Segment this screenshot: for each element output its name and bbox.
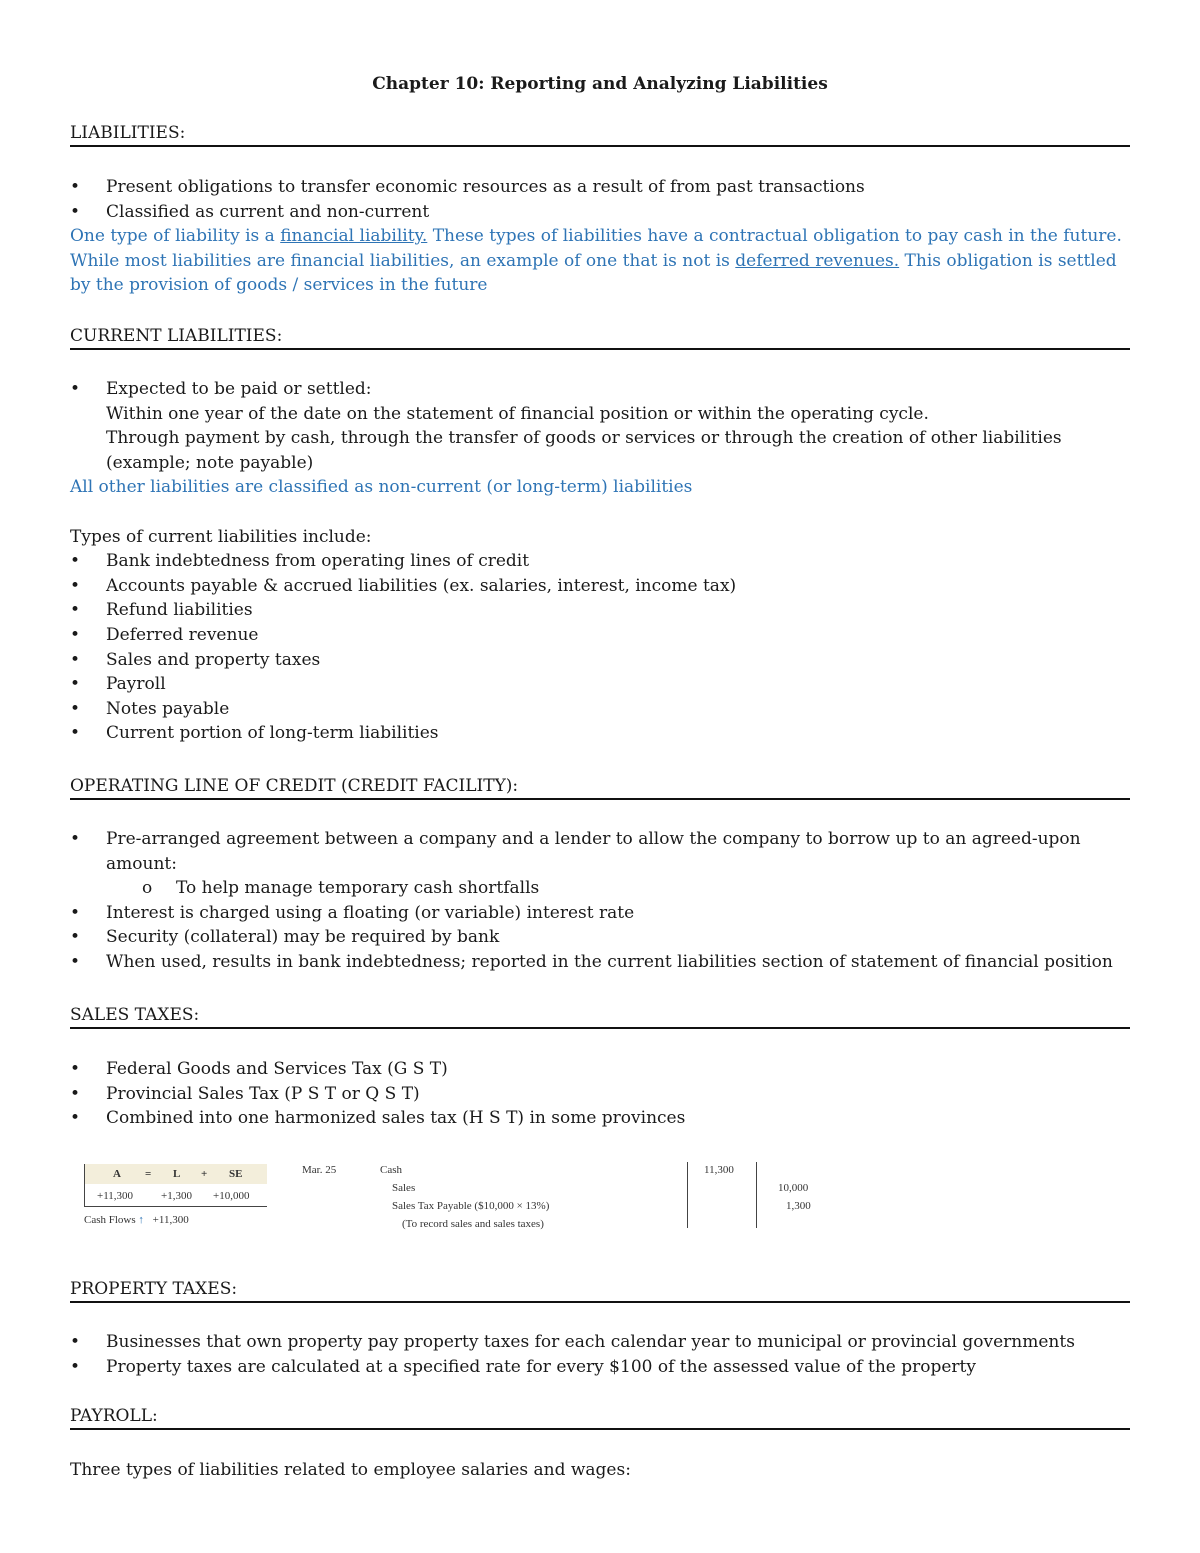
note-text: One type of liability is a	[70, 226, 281, 247]
note-text: This obligation is settled	[899, 250, 1117, 271]
journal-account-sales: Sales	[392, 1182, 416, 1194]
list-item: • Combined into one harmonized sales tax (H S T) in some provinces	[70, 1106, 1130, 1131]
list-item: • Present obligations to transfer economic resources as a result of from past transactions	[70, 175, 1130, 200]
list-item: • Expected to be paid or settled:	[70, 377, 1130, 402]
journal-debit-rule	[687, 1162, 688, 1228]
list-item-detail: (example; note payable)	[106, 452, 314, 473]
section-heading-current-liabilities: CURRENT LIABILITIES:	[70, 325, 1130, 350]
equation-assets-value: +11,300	[97, 1190, 134, 1202]
equation-plus: +	[201, 1168, 208, 1180]
list-item: • When used, results in bank indebtedness; reported in the current liabilities section of statement of financial position	[70, 950, 1130, 975]
list-item: • Pre-arranged agreement between a company and a lender to allow the company to borrow up to an agreed-upon	[70, 827, 1130, 852]
list-item: • Notes payable	[70, 697, 1130, 722]
list-item: • Businesses that own property pay property taxes for each calendar year to municipal or provincial governments	[70, 1330, 1130, 1355]
journal-credit-tax-amount: 1,300	[786, 1200, 811, 1212]
list-item: • Federal Goods and Services Tax (G S T)	[70, 1057, 1130, 1082]
list-item: • Deferred revenue	[70, 623, 1130, 648]
equation-assets: A	[113, 1168, 121, 1180]
note-text: While most liabilities are financial liabilities, an example of one that is not is	[70, 250, 736, 271]
equation-equity-value: +10,000	[213, 1190, 250, 1202]
list-item: • Security (collateral) may be required by bank	[70, 925, 1130, 950]
equation-liabilities: L	[173, 1168, 181, 1180]
list-item: • Provincial Sales Tax (P S T or Q S T)	[70, 1082, 1130, 1107]
liabilities-section	[70, 175, 1130, 298]
list-item: • Bank indebtedness from operating lines of credit	[70, 549, 1130, 574]
list-item: • Current portion of long-term liabilities	[70, 721, 1130, 746]
list-item: • Payroll	[70, 672, 1130, 697]
deferred-revenues-term: deferred revenues.	[735, 250, 900, 271]
section-heading-line-of-credit: OPERATING LINE OF CREDIT (CREDIT FACILITY):	[70, 775, 1130, 800]
list-item: • Accounts payable & accrued liabilities (ex. salaries, interest, income tax)	[70, 574, 1130, 599]
equation-header	[85, 1164, 267, 1184]
journal-credit-sales-amount: 10,000	[778, 1182, 809, 1194]
journal-account-sales-tax: Sales Tax Payable ($10,000 × 13%)	[392, 1200, 550, 1212]
current-liabilities-section	[70, 377, 1130, 746]
list-item: • Refund liabilities	[70, 598, 1130, 623]
journal-explanation: (To record sales and sales taxes)	[402, 1218, 544, 1230]
sub-list-item: o To help manage temporary cash shortfalls	[70, 876, 1130, 901]
section-heading-liabilities: LIABILITIES:	[70, 122, 1130, 147]
equation-equity: SE	[229, 1168, 243, 1180]
equation-equals: =	[145, 1168, 152, 1180]
list-item: • Property taxes are calculated at a specified rate for every $100 of the assessed value of the property	[70, 1355, 1130, 1380]
list-item: • Classified as current and non-current	[70, 200, 1130, 225]
journal-date: Mar. 25	[302, 1164, 337, 1176]
cash-flows-label: Cash Flows	[84, 1214, 136, 1226]
section-heading-sales-taxes: SALES TAXES:	[70, 1004, 1130, 1029]
property-taxes-section	[70, 1330, 1130, 1379]
non-current-note: All other liabilities are classified as non-current (or long-term) liabilities	[70, 477, 693, 498]
list-item-detail: Through payment by cash, through the transfer of goods or services or through the creation of other liabilities	[106, 428, 1062, 449]
journal-debit-amount: 11,300	[704, 1164, 734, 1176]
types-intro: Types of current liabilities include:	[70, 526, 372, 547]
note-text: These types of liabilities have a contractual obligation to pay cash in the future.	[427, 226, 1122, 247]
list-item: • Interest is charged using a floating (or variable) interest rate	[70, 901, 1130, 926]
list-item: • Sales and property taxes	[70, 648, 1130, 673]
journal-credit-rule	[756, 1162, 757, 1228]
financial-liability-term: financial liability.	[280, 226, 428, 247]
payroll-intro: Three types of liabilities related to employee salaries and wages:	[70, 1460, 631, 1480]
cash-flows-value: +11,300	[152, 1214, 189, 1226]
accounting-equation-box	[84, 1164, 267, 1207]
page-title: Chapter 10: Reporting and Analyzing Liabilities	[372, 74, 828, 94]
journal-account-cash: Cash	[380, 1164, 402, 1176]
sales-tax-journal-entry-figure	[84, 1162, 1084, 1234]
section-heading-property-taxes: PROPERTY TAXES:	[70, 1278, 1130, 1303]
equation-liabilities-value: +1,300	[161, 1190, 192, 1202]
payroll-section	[70, 1458, 1130, 1483]
section-heading-payroll: PAYROLL:	[70, 1405, 1130, 1430]
spacer	[70, 500, 1130, 525]
deferred-revenue-note	[70, 249, 1130, 274]
up-arrow-icon: ↑	[138, 1214, 144, 1226]
list-item-continuation: amount:	[106, 853, 177, 874]
line-of-credit-section	[70, 827, 1130, 975]
list-item-detail: Within one year of the date on the statement of financial position or within the operating cycle.	[106, 403, 929, 424]
note-text: by the provision of goods / services in the future	[70, 275, 488, 296]
cash-flows	[84, 1214, 189, 1226]
financial-liability-note	[70, 224, 1130, 249]
sales-taxes-section	[70, 1057, 1130, 1131]
